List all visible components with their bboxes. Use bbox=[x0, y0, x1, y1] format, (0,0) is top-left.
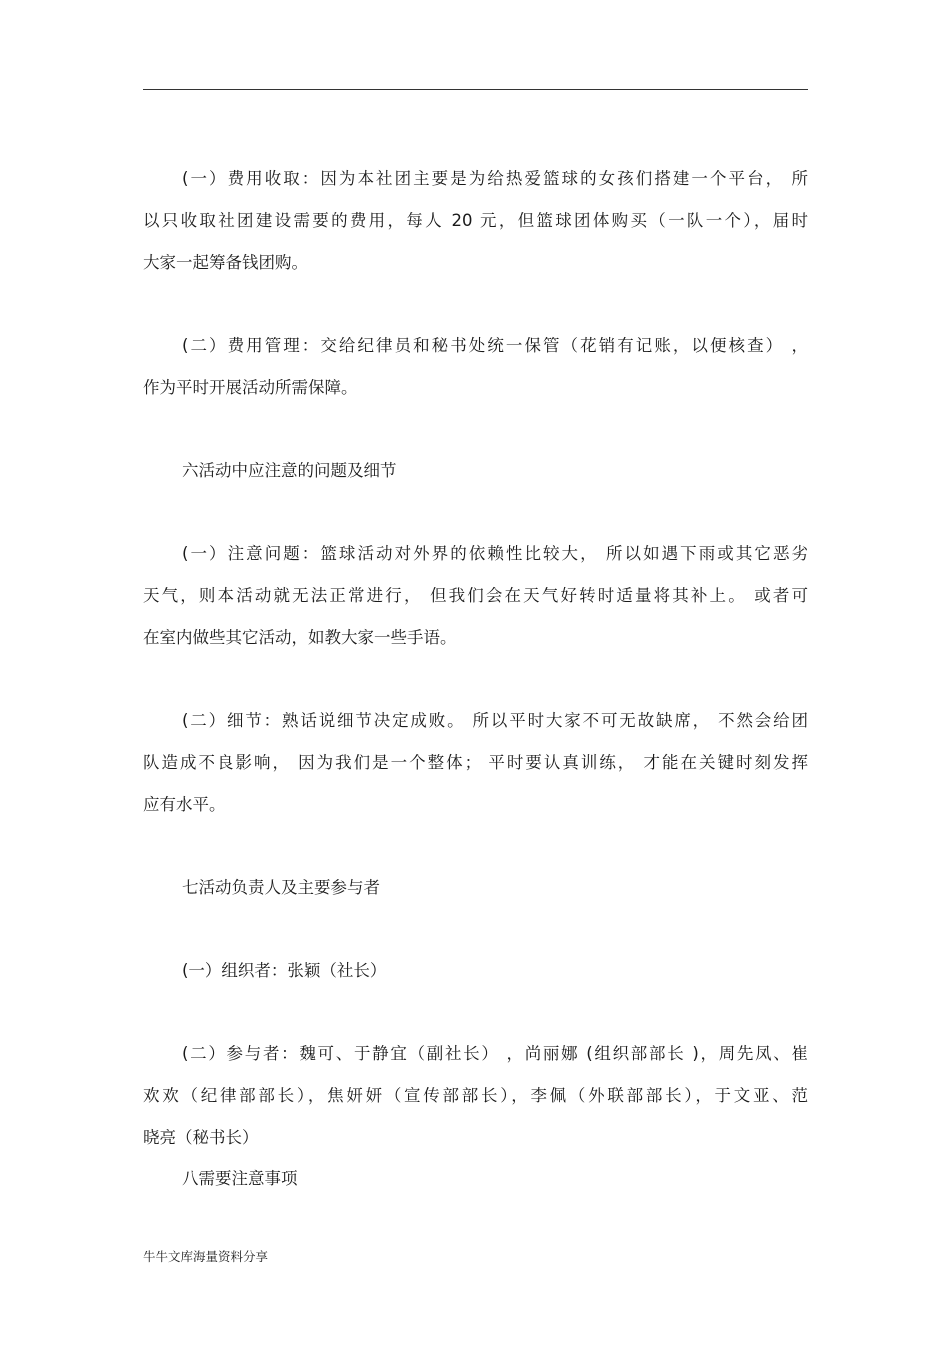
text-line: (二）费用管理：交给纪律员和秘书处统一保管（花销有记账，以便核查） ， bbox=[182, 336, 808, 355]
section-heading-8: 八需要注意事项 bbox=[182, 1169, 298, 1188]
section-heading-7: 七活动负责人及主要参与者 bbox=[182, 878, 380, 897]
text-line: (二）细节：熟话说细节决定成败。 所以平时大家不可无故缺席， 不然会给团 bbox=[182, 711, 808, 730]
text-line: (一）注意问题：篮球活动对外界的依赖性比较大， 所以如遇下雨或其它恶劣 bbox=[182, 544, 808, 563]
text-line: 以只收取社团建设需要的费用，每人 20 元，但篮球团体购买（一队一个），届时 bbox=[143, 211, 808, 230]
text-line: (一）费用收取：因为本社团主要是为给热爱篮球的女孩们搭建一个平台， 所 bbox=[182, 169, 808, 188]
section-heading-6: 六活动中应注意的问题及细节 bbox=[182, 461, 397, 480]
header-rule bbox=[143, 89, 808, 90]
text-line: 大家一起筹备钱团购。 bbox=[143, 253, 308, 272]
text-line: 队造成不良影响， 因为我们是一个整体； 平时要认真训练， 才能在关键时刻发挥 bbox=[143, 753, 808, 772]
text-line: 天气，则本活动就无法正常进行， 但我们会在天气好转时适量将其补上。 或者可 bbox=[143, 586, 808, 605]
text-line: 在室内做些其它活动，如教大家一些手语。 bbox=[143, 628, 457, 647]
text-line: (二）参与者：魏可、于静宜（副社长） ，尚丽娜 (组织部部长 )，周先凤、崔 bbox=[182, 1044, 808, 1063]
text-line: 应有水平。 bbox=[143, 795, 226, 814]
text-line: 欢欢（纪律部部长），焦妍妍（宣传部部长），李佩（外联部部长），于文亚、范 bbox=[143, 1086, 808, 1105]
text-line: 晓亮（秘书长） bbox=[143, 1128, 259, 1147]
text-line: 作为平时开展活动所需保障。 bbox=[143, 378, 358, 397]
paragraph-organizer: (一）组织者：张颖（社长） bbox=[182, 961, 387, 980]
footer-text: 牛牛文库海量资料分享 bbox=[143, 1249, 269, 1264]
